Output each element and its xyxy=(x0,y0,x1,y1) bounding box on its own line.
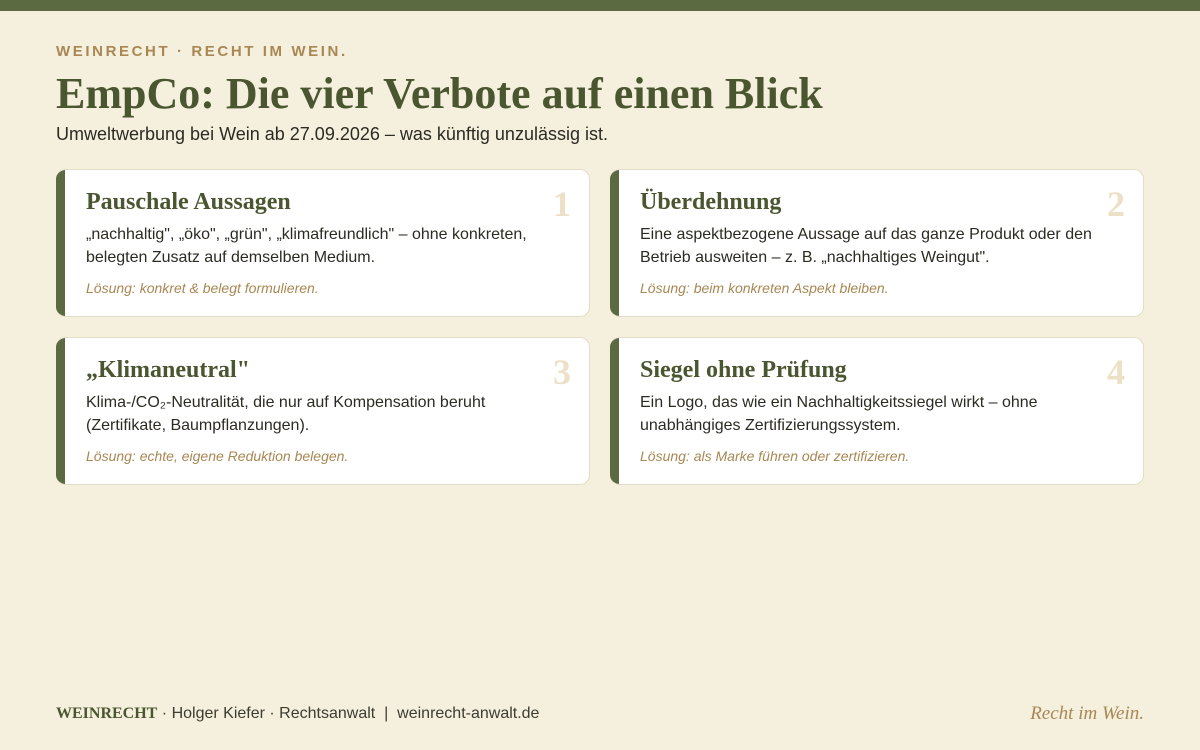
footer xyxy=(56,703,1144,725)
card-pauschale-aussagen xyxy=(56,169,590,317)
page-subtitle: Umweltwerbung bei Wein ab 27.09.2026 – was künftig unzulässig ist. xyxy=(56,124,608,144)
page-title: EmpCo: Die vier Verbote auf einen Blick xyxy=(56,69,823,118)
card-title: Siegel ohne Prüfung xyxy=(640,357,847,383)
card-solution: Lösung: konkret & belegt formulieren. xyxy=(86,280,319,296)
footer-credits xyxy=(56,703,539,725)
card-body: Eine aspektbezogene Aussage auf das ganze Produkt oder den Betrieb ausweiten – z. B. „nachhaltiges Weingut". xyxy=(640,226,1092,266)
card-accent-bar xyxy=(610,170,619,316)
card-number: 2 xyxy=(1107,184,1125,224)
eyebrow-label: WEINRECHT · RECHT IM WEIN. xyxy=(56,43,348,60)
card-number: 3 xyxy=(553,352,571,392)
card-accent-bar xyxy=(56,170,65,316)
header xyxy=(56,44,1144,145)
card-accent-bar xyxy=(610,338,619,484)
card-body: Ein Logo, das wie ein Nachhaltigkeitssiegel wirkt – ohne unabhängiges Zertifizierungssystem. xyxy=(640,394,1038,434)
card-body: „nachhaltig", „öko", „grün", „klimafreundlich" – ohne konkreten, belegten Zusatz auf demselben Medium. xyxy=(86,226,527,266)
card-number: 1 xyxy=(553,184,571,224)
card-title: Pauschale Aussagen xyxy=(86,189,291,215)
footer-brand: WEINRECHT xyxy=(56,705,158,722)
card-title: „Klimaneutral" xyxy=(86,357,250,383)
card-siegel-ohne-pruefung xyxy=(610,337,1144,485)
footer-details: · Holger Kiefer · Rechtsanwalt | weinrecht-anwalt.de xyxy=(157,705,540,722)
top-accent-bar xyxy=(0,0,1200,11)
card-body: Klima-/CO₂-Neutralität, die nur auf Kompensation beruht (Zertifikate, Baumpflanzungen). xyxy=(86,394,486,434)
card-klimaneutral xyxy=(56,337,590,485)
card-solution: Lösung: beim konkreten Aspekt bleiben. xyxy=(640,280,889,296)
card-ueberdehnung xyxy=(610,169,1144,317)
card-title: Überdehnung xyxy=(640,189,782,215)
footer-tagline: Recht im Wein. xyxy=(1030,703,1144,724)
card-solution: Lösung: echte, eigene Reduktion belegen. xyxy=(86,448,349,464)
card-solution: Lösung: als Marke führen oder zertifizieren. xyxy=(640,448,910,464)
card-accent-bar xyxy=(56,338,65,484)
card-number: 4 xyxy=(1107,352,1125,392)
